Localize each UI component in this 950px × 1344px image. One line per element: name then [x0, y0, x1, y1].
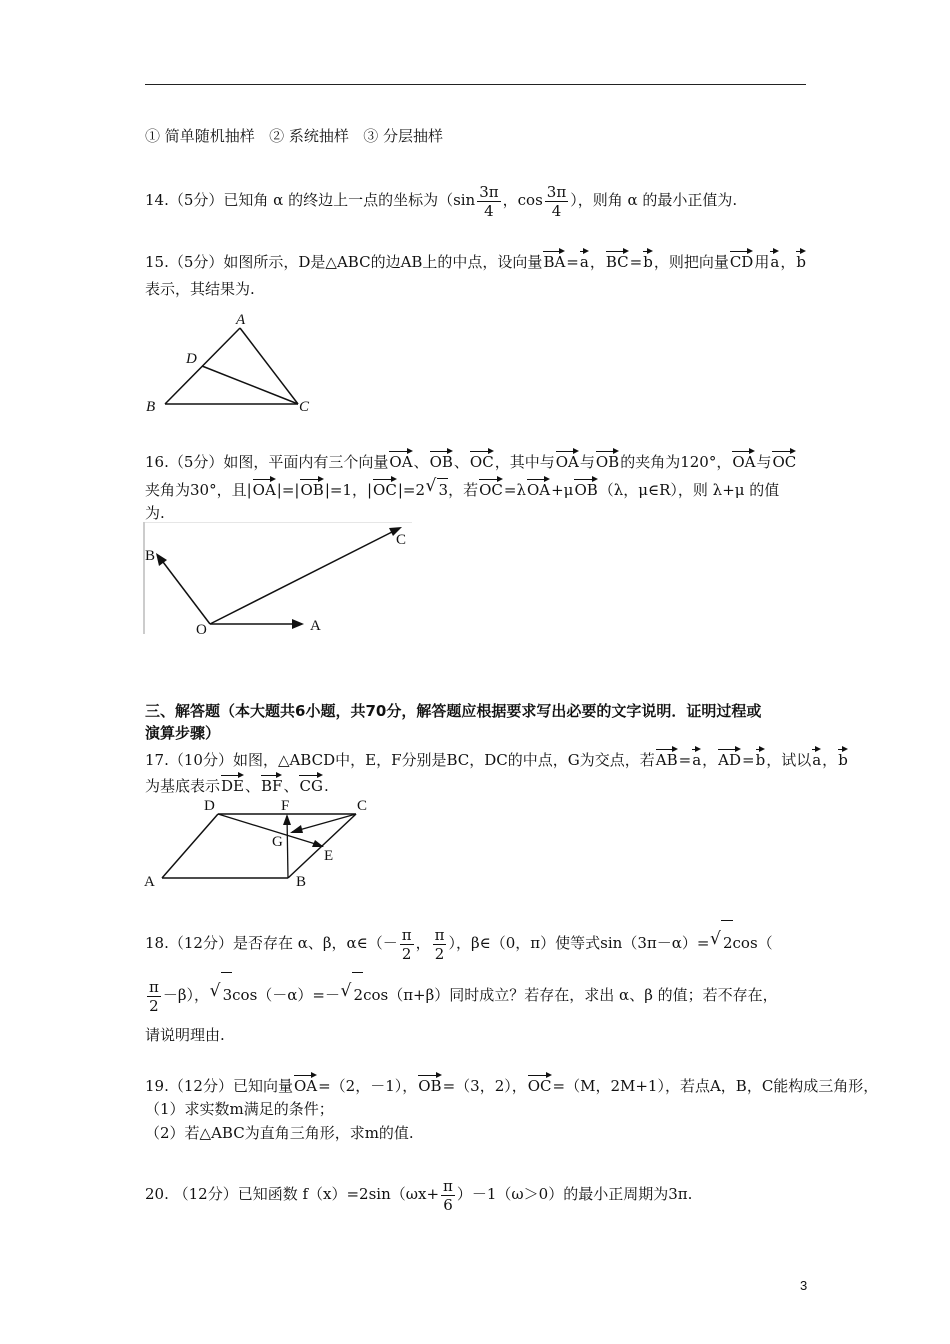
- label-a: A: [144, 874, 155, 890]
- sampling-methods-line: [145, 125, 443, 147]
- question-15-line2: 表示，其结果为.: [145, 280, 255, 298]
- question-16-line2: 夹角为30°，且|OA|=|OB|=1，|OC|=2 √ 3，若OC=λOA+μOB（λ，μ∈R），则 λ+μ 的值: [145, 476, 779, 501]
- vector-bf-line: [287, 816, 288, 878]
- segment-ad: [162, 814, 218, 878]
- vector-oc-line: [210, 530, 396, 624]
- question-19-item-2: （2）若△ABC为直角三角形，求m的值.: [145, 1124, 414, 1142]
- method-1: ① 简单随机抽样: [145, 127, 255, 145]
- question-18: 18.（12分）是否存在 α、β，α∈（－ $\frac{\pi}{2}$ ， $\frac{\pi}{2}$ ），β∈（0，π）使等式sin（3π－α）= √ 2cos（: [145, 920, 773, 965]
- question-17: 17.（10分）如图，△ABCD中，E，F分别是BC，DC的中点，G为交点，若AB=a，AD=b，试以a，b: [145, 746, 849, 771]
- label-e: E: [324, 848, 334, 864]
- label-c: C: [396, 532, 407, 548]
- label-g: G: [272, 834, 283, 850]
- question-14: 14.（5分）已知角 α 的终边上一点的坐标为（sin $\frac{3\pi}{4}$ ，cos $\frac{3\pi}{4}$ ），则角 α 的最小正值为.: [145, 182, 738, 220]
- vector-BC: BC: [606, 248, 629, 270]
- question-19: 19.（12分）已知向量OA=（2，－1），OB=（3，2），OC=（M，2M+1），若点A，B，C能构成三角形，: [145, 1072, 878, 1097]
- arrowhead-a: [292, 619, 304, 629]
- arrowhead-f: [283, 814, 291, 825]
- label-c: C: [299, 399, 310, 415]
- q14-fraction-1: $\frac{3\pi}{4}$: [479, 182, 499, 220]
- question-17-line2: 为基底表示DE、BF、CG.: [145, 772, 329, 797]
- question-16-line3: 为.: [145, 504, 165, 522]
- header-rule: [145, 84, 806, 85]
- question-16: 16.（5分）如图，平面内有三个向量OA、OB、OC，其中与OA与OB的夹角为120°，OA与OC: [145, 448, 797, 473]
- label-a: A: [236, 312, 246, 328]
- method-3: ③ 分层抽样: [363, 127, 443, 145]
- page-number: 3: [800, 1278, 808, 1293]
- vector-a: a: [580, 248, 589, 270]
- label-d: D: [186, 351, 197, 367]
- vector-b: b: [643, 248, 653, 270]
- question-15: 15.（5分）如图所示，D是△ABC的边AB上的中点，设向量BA=a，BC=b，则把向量CD用a，b: [145, 248, 807, 273]
- question-20: 20. （12分）已知函数 f（x）=2sin（ωx+ $\frac{\pi}{6}$ ）－1（ω＞0）的最小正周期为3π.: [145, 1176, 693, 1214]
- q14-fraction-2: $\frac{3\pi}{4}$: [546, 182, 567, 220]
- question-18-line3: 请说明理由.: [145, 1026, 225, 1044]
- label-f: F: [281, 798, 290, 814]
- label-c: C: [357, 798, 368, 814]
- figure-vectors-oabc: [140, 522, 420, 642]
- label-a: A: [310, 618, 321, 634]
- label-d: D: [204, 798, 215, 814]
- label-b: B: [296, 874, 307, 890]
- question-19-item-1: （1）求实数m满足的条件；: [145, 1100, 334, 1118]
- method-2: ② 系统抽样: [269, 127, 349, 145]
- q14-text: 14.（5分）已知角 α 的终边上一点的坐标为（sin: [145, 191, 476, 209]
- label-o: O: [196, 622, 207, 638]
- vector-CD: CD: [730, 248, 754, 270]
- vector-BA: BA: [543, 248, 565, 270]
- vector-de-line: [218, 814, 322, 846]
- section-3-heading: 三、解答题（本大题共6小题，共70分，解答题应根据要求写出必要的文字说明．证明过程或: [145, 702, 762, 720]
- figure-parallelogram-abcd: [140, 794, 380, 894]
- label-b: B: [146, 399, 156, 415]
- question-18-line2: $\frac{\pi}{2}$ －β）， √ 3cos（－α）=－ √ 2cos（π+β）同时成立？若存在，求出 α、β 的值；若不存在，: [145, 972, 778, 1017]
- vector-ob-line: [160, 558, 210, 624]
- section-3-heading-line2: 演算步骤）: [145, 724, 221, 742]
- figure-triangle-abc: [140, 308, 330, 418]
- label-b: B: [145, 548, 156, 564]
- arrowhead-g: [290, 825, 303, 833]
- arrowhead-e: [312, 840, 324, 847]
